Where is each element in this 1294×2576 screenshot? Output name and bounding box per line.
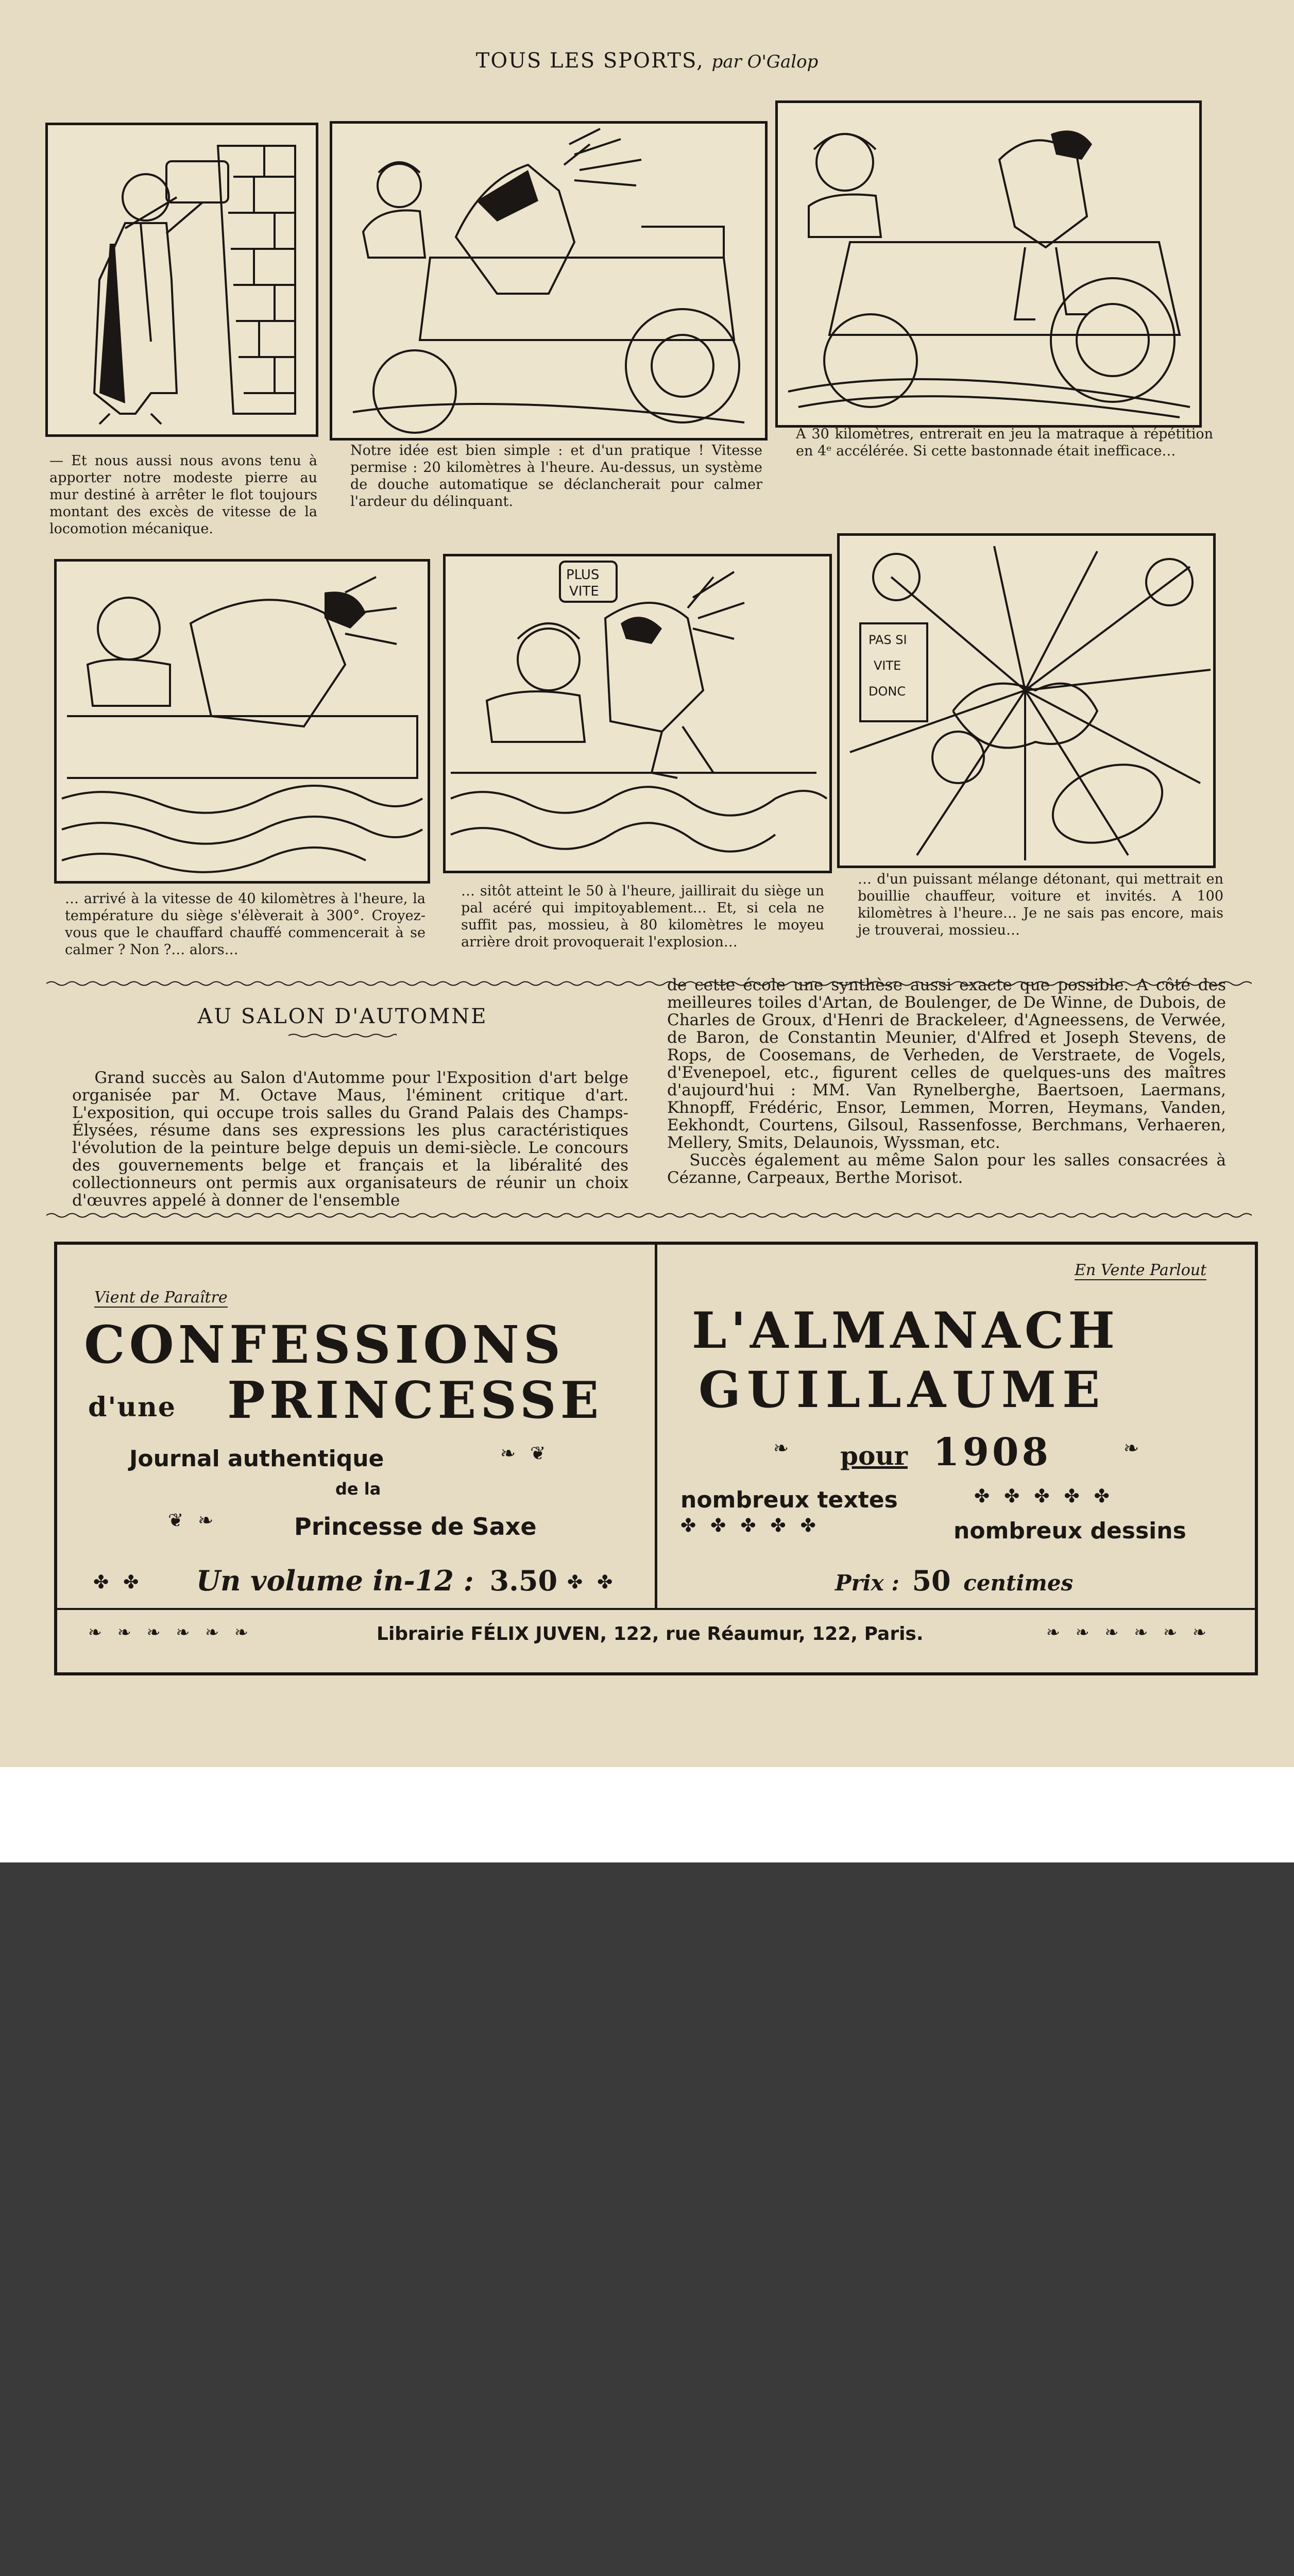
panel-6-drawing <box>840 536 1213 866</box>
comic-panel-4 <box>54 559 430 884</box>
ad-pour: pour <box>840 1440 908 1471</box>
article-column-1 <box>72 1069 628 1209</box>
page-header <box>0 49 1294 73</box>
ad-ornament-6: ❧ <box>1123 1438 1154 1459</box>
comic-panel-3 <box>775 100 1202 428</box>
ad-publisher: Librairie FÉLIX JUVEN, 122, rue Réaumur, 122, Paris. <box>377 1623 924 1645</box>
ad-year: 1908 <box>933 1430 1051 1475</box>
caption-1: — Et nous aussi nous avons tenu à apporter notre modeste pierre au mur destiné à arrêter le flot toujours montant des excès de vitesse de la locomotion mécanique. <box>49 453 317 537</box>
advertisement <box>54 1242 1258 1675</box>
caption-6: … d'un puissant mélange détonant, qui mettrait en bouillie chauffeur, voiture et invités. A 100 kilomètres à l'heure… Je ne sais pas encore, mais je trouverai, mossieu… <box>858 871 1223 938</box>
caption-3: A 30 kilomètres, entrerait en jeu la matraque à répétition en 4ᵉ accélérée. Si cette bastonnade était inefficace… <box>796 426 1213 459</box>
ad-ornament-1: ❧❦ <box>500 1443 560 1464</box>
digitization-footer <box>0 1767 1294 1862</box>
article-col1-text: Grand succès au Salon d'Automme pour l'Exposition d'art belge organisée par M. Octave Maus, l'éminent critique d'art. L'exposition, qui occupe trois salles du Grand Palais des Champs-Élysées, résume dans ses expressions les plus caractéristiques l'évolution de la peinture belge depuis un demi-siècle. Le concours des gouvernements belge et français et la libéralité des collectionneurs ont permis aux organisateurs de réunir un choix d'œuvres appelé à donner de l'ensemble <box>72 1069 628 1210</box>
ad-ornament-10: ❧❧❧❧❧❧ <box>1046 1622 1222 1642</box>
comic-panel-2 <box>330 121 768 440</box>
bubble-pas-si: PAS SI <box>869 633 907 647</box>
caption-2: Notre idée est bien simple : et d'un pratique ! Vitesse permise : 20 kilomètres à l'heure. Au-dessus, un système de douche automatique se déclancherait pour calmer l'ardeur du délinquant. <box>350 443 762 510</box>
ad-textes: nombreux textes <box>680 1487 898 1513</box>
ad-ornament-2: ❦❧ <box>168 1510 228 1531</box>
wavy-divider-2 <box>46 1212 1252 1219</box>
ad-dessins: nombreux dessins <box>954 1518 1186 1544</box>
ad-right-tag: En Vente Parlout <box>1075 1261 1207 1279</box>
panel-2-drawing <box>332 124 765 438</box>
caption-5: … sitôt atteint le 50 à l'heure, jaillirait du siège un pal acéré qui impitoyablement… Et, si cela ne suffit pas, mossieu, à 80 kilomètres le moyeu arrière droit provoquerait l'explosion… <box>461 883 824 950</box>
ad-dune: d'une <box>88 1392 176 1423</box>
comic-panel-5 <box>443 554 832 873</box>
header-title: TOUS LES SPORTS, <box>475 49 704 73</box>
bubble-plus: PLUS <box>566 567 600 583</box>
ad-prix-value: 50 <box>912 1564 951 1597</box>
ad-ornament-7: ✤✤✤✤✤ <box>974 1486 1124 1507</box>
ad-ornament-9: ❧❧❧❧❧❧ <box>88 1622 264 1642</box>
ad-ornament-3: ✤✤ <box>93 1572 154 1593</box>
ad-almanach: L'ALMANACH <box>692 1301 1119 1360</box>
panel-5-drawing <box>446 556 829 871</box>
panel-4-drawing <box>57 562 428 881</box>
comic-panel-6 <box>837 533 1216 868</box>
caption-4: … arrivé à la vitesse de 40 kilomètres à l'heure, la température du siège s'élèverait à 300°. Croyez-vous que le chauffard chauffé commencerait à se calmer ? Non ?… alors… <box>65 891 425 958</box>
title-rule <box>288 1033 397 1038</box>
article-column-2 <box>667 976 1226 1187</box>
bubble-donc: DONC <box>869 684 906 699</box>
ad-de-la: de la <box>335 1479 381 1499</box>
ad-bottom-rule <box>57 1608 1255 1610</box>
ad-left-tag: Vient de Paraître <box>94 1289 228 1307</box>
ad-volume-price: 3.50 <box>489 1564 558 1597</box>
article-title: AU SALON D'AUTOMNE <box>197 1005 488 1028</box>
ad-prix-unit: centimes <box>963 1570 1074 1596</box>
article-col2-text: de cette école une synthèse aussi exacte que possible. A côté des meilleures toiles d'Artan, de Boulenger, de De Winne, de Dubois, de Charles de Groux, d'Henri de Brackeleer, d'Agneessens, de Verwée, de Baron, de Constantin Meunier, d'Alfred et Joseph Stevens, de Rops, de Coosemans, de Verheden, de Verstraete, de Vogels, d'Evenepoel, etc., figurent celles de quelques-uns des maîtres d'aujourd'hui : MM. Van Rynelberghe, Baertsoen, Laermans, Khnopff, Frédéric, Ensor, Lemmen, Morren, Heymans, Vanden, Eekhondt, Courtens, Gilsoul, Rassenfosse, Berchmans, Verhaeren, Mellery, Smits, Delaunois, Wyssman, etc. <box>667 976 1226 1152</box>
ad-prix <box>835 1564 1073 1597</box>
ad-journal: Journal authentique <box>129 1446 384 1472</box>
panel-3-drawing <box>778 103 1199 425</box>
ad-confessions: CONFESSIONS <box>84 1314 565 1375</box>
article-col2-closing: Succès également au même Salon pour les salles consacrées à Cézanne, Carpeaux, Berthe Morisot. <box>667 1151 1226 1187</box>
ad-ornament-4: ✤✤ <box>567 1572 627 1593</box>
ad-volume-label: Un volume in-12 : <box>196 1564 474 1597</box>
bubble-vite-2: VITE <box>874 658 901 673</box>
ad-ornament-8: ✤✤✤✤✤ <box>680 1515 830 1536</box>
ad-princesse: PRINCESSE <box>227 1371 603 1430</box>
ad-divider <box>655 1245 657 1608</box>
bubble-vite: VITE <box>569 584 599 599</box>
ad-volume <box>196 1564 557 1597</box>
ad-princesse-saxe: Princesse de Saxe <box>294 1513 537 1540</box>
panel-1-drawing <box>48 125 316 434</box>
ad-prix-label: Prix : <box>835 1570 899 1596</box>
ad-guillaume: GUILLAUME <box>699 1361 1106 1419</box>
ad-ornament-5: ❧ <box>773 1438 804 1459</box>
header-byline: par O'Galop <box>711 52 819 72</box>
comic-panel-1 <box>45 123 318 437</box>
